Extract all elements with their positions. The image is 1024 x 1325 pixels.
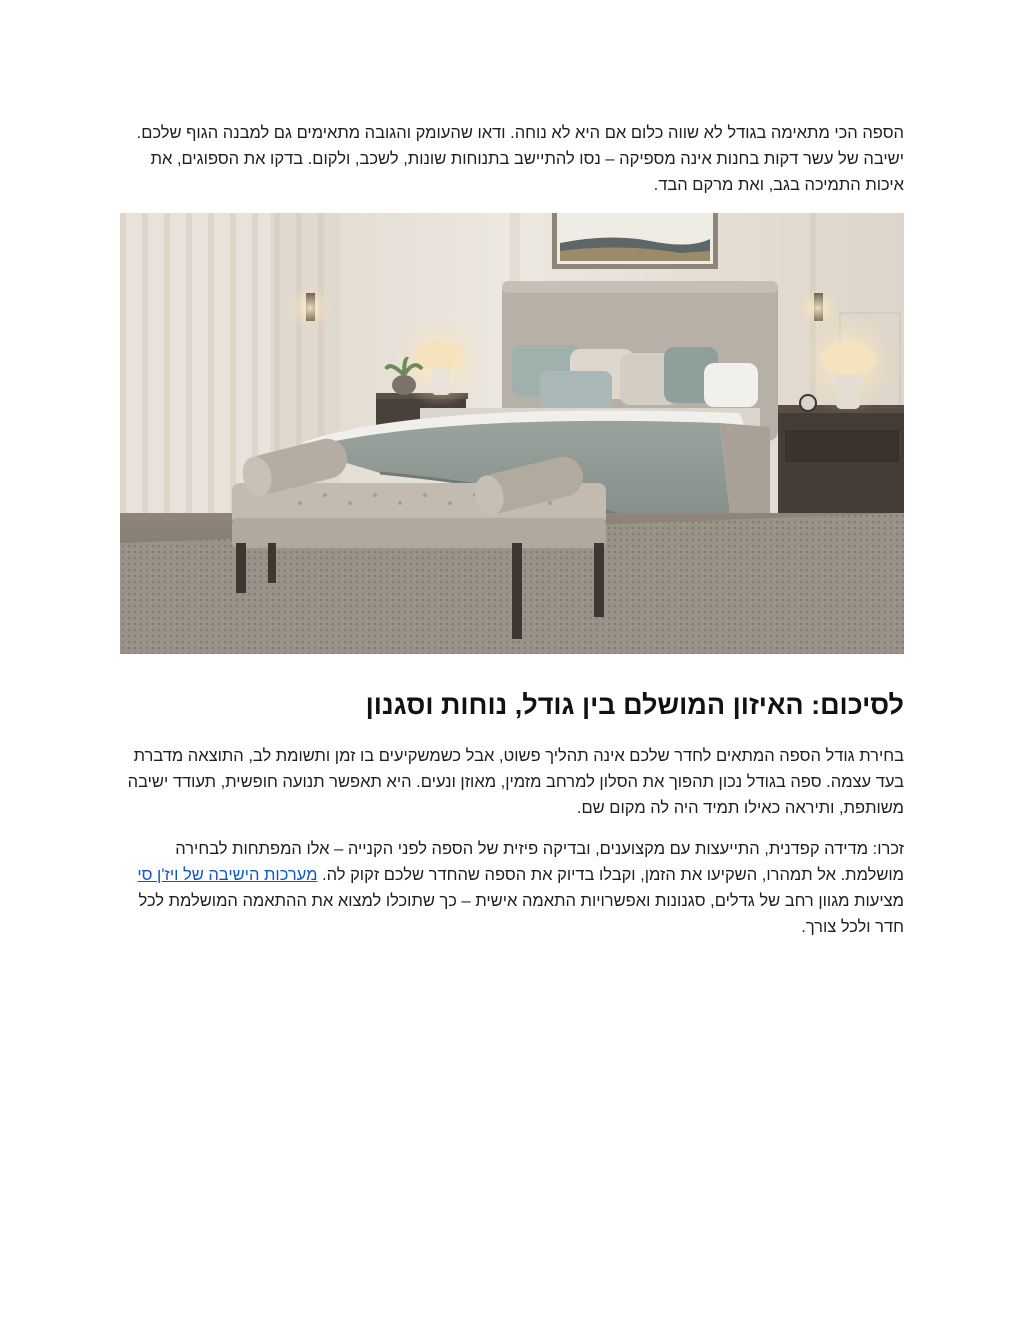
summary-heading: לסיכום: האיזון המושלם בין גודל, נוחות וסגנון [365,690,904,720]
summary-paragraph-2 [120,836,904,940]
intro-paragraph: הספה הכי מתאימה בגודל לא שווה כלום אם היא לא נוחה. ודאו שהעומק והגובה מתאימים גם למבנה הגוף שלכם. ישיבה של עשר דקות בחנות אינה מספיקה – נסו להתיישב בתנוחות שונות, לשכב, ולקום. בדקו את הספוגים, את איכות התמיכה בגב, ואת מרקם הבד. [136,124,904,194]
paragraph-2-text-start: זכרו: מדידה קפדנית, התייעצות עם מקצוענים, ובדיקה פיזית של הספה לפני הקנייה – אלו המפתחות לבחירה מושלמת. אל תמהרו, השקיעו את הזמן, וקבלו בדיוק את הספה שהחדר שלכם זקוק לה. [175,840,904,884]
seating-systems-link[interactable]: מערכות הישיבה של ויז'ן סי [137,866,318,884]
summary-paragraph-1: בחירת גודל הספה המתאים לחדר שלכם אינה תהליך פשוט, אבל כשמשקיעים בו זמן ותשומת לב, התוצאה מדברת בעד עצמה. ספה בגודל נכון תהפוך את הסלון למרחב מזמין, מאוזן ונעים. היא תאפשר תנועה חופשית, תעודד ישיבה משותפת, ותיראה כאילו תמיד היה לה מקום שם. [127,747,904,817]
paragraph-2-text-end: מציעות מגוון רחב של גדלים, סגנונות ואפשרויות התאמה אישית – כך שתוכלו למצוא את ההתאמה המושלמת לכל חדר ולכל צורך. [138,892,904,936]
bedroom-photo [120,213,904,654]
